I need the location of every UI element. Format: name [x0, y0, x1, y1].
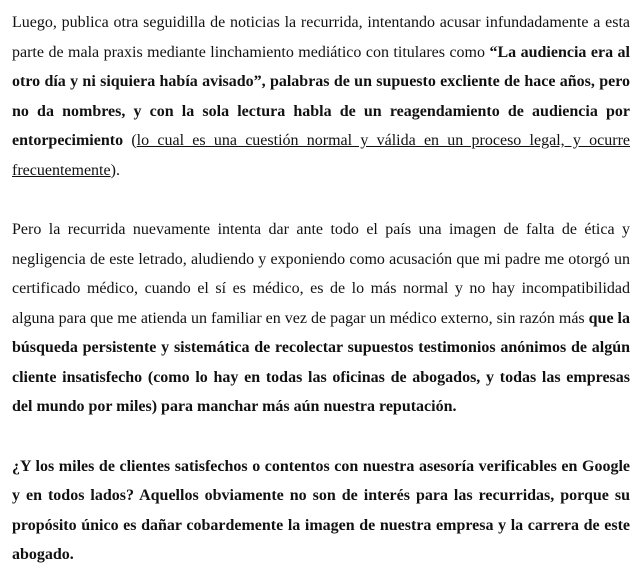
- paragraph-3-bold-text: ¿Y los miles de clientes satisfechos o contentos con nuestra asesoría verificables en Google y en todos lados? Aquellos obviamente no son de interés para las recurridas, porque su propósito único es dañar cobardemente la imagen de nuestra empresa y la carrera de este abogado.: [12, 457, 630, 563]
- paragraph-3: [12, 452, 630, 570]
- paragraph-1-bold-quote: “La audiencia era al otro día y ni siquiera había avisado”, palabras de un supuesto excliente de hace años, pero no da nombres, y con la sola lectura habla de un reagendamiento de audiencia por entorpecimiento: [12, 43, 631, 149]
- paragraph-1: [12, 8, 630, 185]
- paragraph-1-open-paren: (: [123, 132, 137, 149]
- paragraph-1-text: Luego, publica otra seguidilla de noticias la recurrida, intentando acusar infundadamente a esta parte de mala praxis mediante linchamiento mediático con titulares como: [12, 14, 630, 61]
- paragraph-1-close-paren: ).: [110, 161, 120, 179]
- paragraph-1-underlined-text: lo cual es una cuestión normal y válida en un proceso legal, y ocurre frecuentemente: [12, 132, 631, 179]
- paragraph-2-text: Pero la recurrida nuevamente intenta dar ante todo el país una imagen de falta de ética y negligencia de este letrado, aludiendo y exponiendo como acusación que mi padre me otorgó un certificado médico, cuando el sí es médico, es de lo más normal y no hay incompatibilidad alguna para que me atienda un familiar en vez de pagar un médico externo, sin razón más: [12, 221, 630, 327]
- paragraph-2: [12, 215, 630, 422]
- document-body: [12, 8, 630, 570]
- paragraph-2-bold-text: que la búsqueda persistente y sistemática de recolectar supuestos testimonios anónimos de algún cliente insatisfecho (como lo hay en todas las oficinas de abogados, y todas las empresas del mundo por miles) para manchar más aún nuestra reputación.: [12, 309, 630, 415]
